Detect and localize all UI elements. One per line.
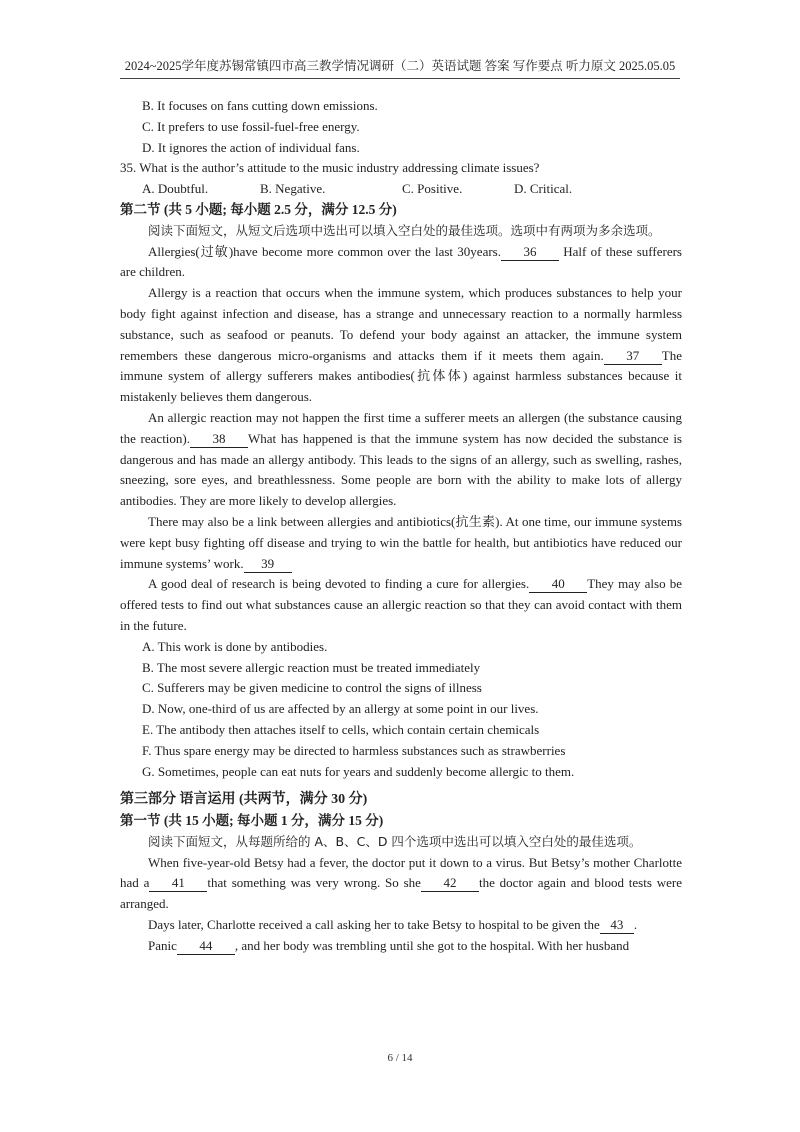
passage-paragraph-2: Allergy is a reaction that occurs when the immune system, which produces substances to help your body fight against infection and disease, has a strange and unnecessary reaction to a normally harmless substance, such as seafood or peanuts. To defend your body against an attacker, the immune system remembers these dangerous micro-organisms and attacks them if it meets them again. 37 The immune system of allergy sufferers makes antibodies(抗体体) against harmless substances because it mistakenly believes them dangerous. bbox=[120, 285, 682, 405]
blank-42: 42 bbox=[421, 875, 479, 892]
page-header: 2024~2025学年度苏锡常镇四市高三教学情况调研（二）英语试题 答案 写作要点 听力原文 2025.05.05 bbox=[124, 59, 676, 73]
q34-option-d: D. It ignores the action of individual fans. bbox=[142, 139, 360, 155]
blank-39: 39 bbox=[244, 556, 292, 573]
option-e: E. The antibody then attaches itself to cells, which contain certain chemicals bbox=[142, 721, 540, 737]
q34-option-c: C. It prefers to use fossil-fuel-free energy. bbox=[142, 118, 360, 134]
q35-choice-c: C. Positive. bbox=[402, 181, 463, 197]
option-b: B. The most severe allergic reaction must be treated immediately bbox=[142, 659, 481, 675]
passage-paragraph-1: Allergies(过敏)have become more common over the last 30years. 36 Half of these sufferers are children. bbox=[120, 243, 682, 280]
cloze-paragraph-3: Panic 44 , and her body was trembling until she got to the hospital. With her husband bbox=[148, 937, 630, 953]
q35-choice-a: A. Doubtful. bbox=[142, 181, 209, 197]
q35-stem: 35. What is the author’s attitude to the music industry addressing climate issues? bbox=[120, 160, 540, 176]
cloze-paragraph-1: When five-year-old Betsy had a fever, the doctor put it down to a virus. But Betsy’s mother Charlotte had a 41 that something was very wrong. So she 42 the doctor again and blood tests were arranged. bbox=[120, 854, 682, 912]
q35-choice-d: D. Critical. bbox=[514, 181, 573, 197]
part3-instruction: 阅读下面短文，从每题所给的 A、B、C、D 四个选项中选出可以填入空白处的最佳选项。 bbox=[148, 833, 642, 849]
q35-choices bbox=[142, 179, 682, 200]
option-a: A. This work is done by antibodies. bbox=[142, 638, 328, 654]
passage-paragraph-3: An allergic reaction may not happen the first time a sufferer meets an allergen (the substance causing the reaction). 38 What has happened is that the immune system has now decided the substance is dangerous and has made an allergy antibody. This leads to the signs of an allergy, such as swelling, rashes, sneezing, sore eyes, and breathlessness. Some people are born with the ability to make lots of allergy antibodies. They are more likely to develop allergies. bbox=[120, 409, 682, 509]
page-content bbox=[120, 96, 682, 957]
q34-option-b: B. It focuses on fans cutting down emissions. bbox=[142, 98, 378, 113]
blank-38: 38 bbox=[190, 431, 248, 448]
blank-44: 44 bbox=[177, 938, 235, 955]
section2-title: 第二节 (共 5 小题; 每小题 2.5 分，满分 12.5 分) bbox=[120, 201, 397, 217]
option-c: C. Sufferers may be given medicine to control the signs of illness bbox=[142, 680, 482, 696]
header-divider bbox=[120, 78, 680, 79]
passage-paragraph-4: There may also be a link between allergies and antibiotics(抗生素). At one time, our immune systems were kept busy fighting off disease and trying to win the battle for health, but antibiotics have reduced our immune systems’ work. 39 bbox=[120, 513, 682, 571]
cloze-paragraph-2: Days later, Charlotte received a call asking her to take Betsy to hospital to be given the 43 . bbox=[148, 917, 638, 933]
blank-41: 41 bbox=[149, 875, 207, 892]
blank-40: 40 bbox=[529, 576, 587, 593]
blank-37: 37 bbox=[604, 348, 662, 365]
option-g: G. Sometimes, people can eat nuts for years and suddenly become allergic to them. bbox=[142, 763, 575, 779]
part3-title: 第三部分 语言运用 (共两节，满分 30 分) bbox=[120, 792, 368, 808]
page-number: 6 / 14 bbox=[387, 1052, 413, 1064]
passage-paragraph-5: A good deal of research is being devoted to finding a cure for allergies. 40 They may also be offered tests to find out what substances cause an allergic reaction so that they can avoid contact with them in the future. bbox=[120, 576, 682, 633]
blank-43: 43 bbox=[600, 917, 634, 934]
option-d: D. Now, one-third of us are affected by an allergy at some point in our lives. bbox=[142, 701, 539, 717]
blank-36: 36 bbox=[501, 244, 559, 261]
option-f: F. Thus spare energy may be directed to harmless substances such as strawberries bbox=[142, 742, 566, 758]
part3-section1-title: 第一节 (共 15 小题; 每小题 1 分，满分 15 分) bbox=[120, 813, 384, 829]
q35-choice-b: B. Negative. bbox=[260, 181, 326, 197]
section2-instruction: 阅读下面短文，从短文后选项中选出可以填入空白处的最佳选项。选项中有两项为多余选项。 bbox=[148, 222, 661, 238]
